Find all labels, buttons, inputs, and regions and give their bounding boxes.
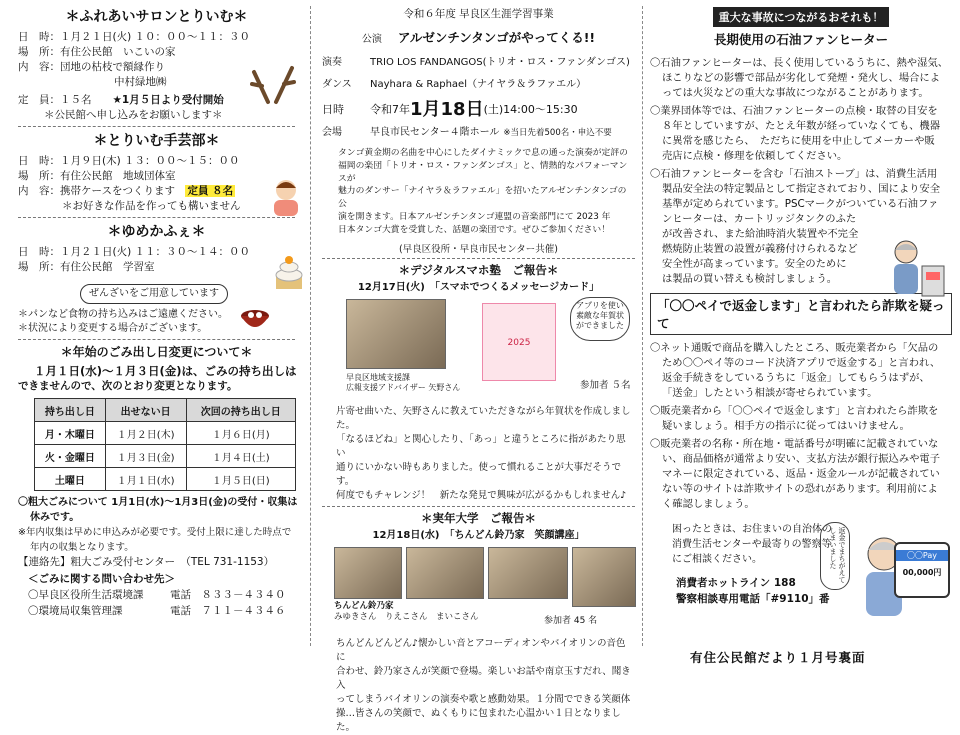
crafts-date: 日 時：１月９日(木) １３：００～１５：００ <box>18 155 240 167</box>
tango-date-post: (土)14:00～15:30 <box>483 103 578 116</box>
garbage-lead2: できませんので、次のとおり変更となります。 <box>18 380 238 392</box>
smartphone-photo <box>346 299 446 369</box>
garbage-large2: 休みです。 <box>30 512 80 523</box>
cafe-note1: ＊パンなど食物の持ち込みはご遠慮ください。 <box>18 309 228 320</box>
column-divider <box>642 6 643 646</box>
tango-venue-row <box>322 125 635 141</box>
smartphone-caption <box>346 373 460 393</box>
hotline: 消費者ホットライン 188 <box>676 577 796 589</box>
table-row <box>35 422 296 445</box>
middle-column <box>314 0 639 733</box>
para-line: マネーに限定されている、返品・返金ルールが記載されてい <box>662 468 940 480</box>
table-header-row <box>35 399 296 422</box>
phone-amount: 00,000円 <box>902 568 942 577</box>
jitsunen-title: ＊実年大学 ご報告＊ <box>421 510 536 525</box>
para-line: 〇石油ファンヒーターは、長く使用しているうちに、熱や湿気、 <box>650 57 948 69</box>
garbage-center: 【連絡先】粗大ごみ受付センター （TEL 731-1153） <box>18 556 275 568</box>
table-row <box>35 445 296 468</box>
oil-p1 <box>650 56 952 101</box>
tango-date-pre: 令和7年 <box>370 103 410 116</box>
para-line: 〇石油ファンヒーターを含む「石油ストーブ」は、消費生活用 <box>650 168 938 180</box>
garbage-note2: 年内の収集となります。 <box>30 542 134 553</box>
cafe-place: 場 所：有住公民館 学習室 <box>18 261 155 273</box>
contact-name: 〇早良区役所生活環境課 <box>28 589 144 601</box>
salon-place: 場 所：有住公民館 いこいの家 <box>18 46 176 58</box>
para-line: ンヒーターは、カートリッジタンクのふた <box>662 213 857 225</box>
body-line: ちんどんどんどん♪懐かしい音とアコーディオンやバイオリンの音色に <box>336 637 626 663</box>
para-line: 返金手続きをしているうちに「返金」してもらうはずが、 <box>662 372 930 384</box>
para-line: 疑いましょう。相手方の指示に従ってはいけません。 <box>662 420 910 432</box>
crafts-note: ＊お好きな作品を作っても構いません <box>62 200 241 212</box>
table-cell: 月・木曜日 <box>35 422 106 445</box>
smartphone-count: 参加者 ５名 <box>580 379 631 391</box>
para-line: ない等のサイトは詐欺サイトの恐れがあります。利用前によ <box>662 483 938 495</box>
pay-title: 「〇〇ペイで返金します」と言われたら詐欺を疑って <box>650 293 952 335</box>
tango-description <box>322 145 635 237</box>
smartphone-date: 12月17日(火) 「スマホでつくるメッセージカード」 <box>357 281 600 293</box>
para-line: っては火災などの重大な事故につながることがあります。 <box>662 87 929 99</box>
body-line: 「なるほどね」と関心したり、「あっ」と違うところに指があたり思い <box>336 433 626 459</box>
contact-row <box>18 603 295 619</box>
para-line: に異常を感じたら、 ただちに使用を中止してメーカーや販 <box>662 135 935 147</box>
oil-p2 <box>650 104 952 164</box>
crafts-content-row <box>18 184 295 199</box>
para-line: にご相談ください。 <box>672 554 762 565</box>
oil-title: 長期使用の石油ファンヒーター <box>713 32 889 47</box>
body-line: ってしまうバイオリンの演奏や歌と感動効果。１分間でできる笑顔体 <box>336 693 631 705</box>
para-line: 困ったときは、お住まいの自治体の <box>672 524 832 535</box>
desc-line: 演を開きます。日本アルゼンチンタンゴ連盟の音楽部門にて 2023 年 <box>338 211 611 222</box>
para-line: い、商品価格が通常より安い、支払方法が銀行振込みや電子 <box>662 453 941 465</box>
para-line: 安全性が高まっています。安全のために <box>662 258 847 270</box>
jitsunen-date: 12月18日(水) 「ちんどん鈴乃家 笑顔講座」 <box>372 529 585 541</box>
table-row <box>35 468 296 491</box>
tango-dance: Nayhara & Raphael（ナイヤラ＆ラファエル） <box>370 79 587 90</box>
tango-dance-row <box>322 77 635 93</box>
tango-title: アルゼンチンタンゴがやってくる!! <box>397 30 596 45</box>
branch-frame-icon <box>248 62 298 106</box>
table-cell: １月６日(月) <box>186 422 295 445</box>
table-cell: １月５日(日) <box>186 468 295 491</box>
jitsunen-photo <box>334 547 402 599</box>
para-line: く確認しましょう。 <box>662 498 755 510</box>
body-line: 片寄せ曲いた、矢野さんに教えていただきながら年賀状を作成しました。 <box>336 405 631 431</box>
para-line: ８年としていますが、たとえ年数が経っていなくても、機器 <box>662 120 941 132</box>
jitsunen-photos <box>322 541 635 637</box>
caption-line: 広報支援アドバイザー 矢野さん <box>346 382 461 392</box>
caption-line: ちんどん鈴乃家 <box>334 600 394 611</box>
mochi-icon <box>272 255 306 293</box>
tango-date-label: 日時 <box>322 103 344 116</box>
para-line: 燃焼防止装置の設置が義務付けられるなど <box>662 243 858 255</box>
tango-date-big: 1月18日 <box>410 99 484 120</box>
phone-screen <box>894 542 950 598</box>
garbage-large1: 〇粗大ごみについて 1月1日(水)～1月3日(金)の受付・収集は <box>18 497 298 508</box>
crafts-title: ＊とりいむ手芸部＊ <box>93 133 220 149</box>
salon-note: ＊公民館へ申し込みをお願いします＊ <box>44 109 223 121</box>
jitsunen-photo <box>572 547 636 607</box>
column-divider <box>310 6 311 646</box>
nengajo-card: 2025 <box>482 303 556 381</box>
crafts-girl-icon <box>266 176 306 218</box>
tango-venue-note: ※当日先着500名・申込不要 <box>503 128 612 138</box>
body-line: 何度でもチャレンジ！ 新たな発見で興味が広がるかもしれません♪ <box>336 489 627 501</box>
tango-dance-label: ダンス <box>322 79 352 90</box>
salon-title: ＊ふれあいサロンとりいむ＊ <box>65 9 248 25</box>
para-line: 消費生活センターや最寄りの警察等 <box>672 539 832 550</box>
table-header: 持ち出し日 <box>35 399 106 422</box>
fraud-bubble: 返金でまちがえてしまいました <box>820 522 850 590</box>
pay-p2 <box>650 404 952 434</box>
salon-deadline: ★1月５日より受付開始 <box>112 94 224 106</box>
salon-date: 日 時：１月２１日(火) １０：００～１１：３０ <box>18 31 251 43</box>
smartphone-body <box>322 405 635 503</box>
garbage-lead: １月１日(水)～１月３日(金)は、ごみの持ち出しは <box>34 364 297 378</box>
body-line: 通りにいかない時もありました。使って慣れることが大事だそうです。 <box>336 461 622 487</box>
phone-fraud-illustration <box>820 520 954 620</box>
desc-line: 日本タンゴ大賞を受賞した、話題の楽団です。ぜひご参加ください！ <box>338 224 611 235</box>
pay-p1 <box>650 341 952 401</box>
contact-name: 〇環境局収集管理課 <box>28 605 123 617</box>
table-header: 次回の持ち出し日 <box>186 399 295 422</box>
para-line: 「送金」したという相談が寄せられています。 <box>662 387 878 399</box>
para-line: ため〇〇ペイ等のコード決済アプリで返金する」と言われ、 <box>662 357 941 369</box>
table-cell: １月４日(土) <box>186 445 295 468</box>
contact-phone: 電話 ８３３－４３４０ <box>170 589 286 601</box>
crafts-place: 場 所：有住公民館 地域団体室 <box>18 170 176 182</box>
phone-pay-label: 〇〇Pay <box>896 550 948 561</box>
para-line: は製品の買い替えも検討しましょう。 <box>662 273 838 285</box>
jitsunen-count: 参加者 45 名 <box>544 615 598 626</box>
crafts-content: 内 容：携帯ケースをつくります <box>18 185 175 197</box>
garbage-title: ＊年始のごみ出し日変更について＊ <box>60 345 253 359</box>
caption-line: みゆきさん りえこさん まいこさん <box>334 611 479 622</box>
desc-line: 魅力のダンサー「ナイヤラ＆ラファエル」を招いたアルゼンチンタンゴの公 <box>338 186 627 210</box>
body-line: 操…皆さんの笑顔で、ぬくもりに包まれた心温かい１日となりました。 <box>336 707 621 733</box>
tango-sponsor: (早良区役所・早良市民センター共催) <box>398 243 559 255</box>
hotline: 警察相談専用電話「#9110」番 <box>676 593 830 605</box>
table-cell: 土曜日 <box>35 468 106 491</box>
para-line: 〇業界団体等では、石油ファンヒーターの点検・取替の目安を <box>650 105 938 117</box>
para-line: 売店に点検・修理を依頼してください。 <box>662 150 848 162</box>
cafe-note2: ＊状況により変更する場合がございます。 <box>18 323 208 334</box>
jitsunen-photo <box>406 547 484 599</box>
para-line: 基準が定められています。PSCマークがついている石油ファ <box>662 198 939 210</box>
tango-title-pre: 公演 <box>361 34 382 45</box>
para-line: ほこりなどの影響で部品が劣化して発煙・発火し、場合によ <box>662 72 941 84</box>
table-cell: １月３日(金) <box>105 445 186 468</box>
footer-title: 有住公民館だより１月号裏面 <box>690 650 866 665</box>
smartphone-bubble: アプリを使い素敵な年賀状ができました <box>570 297 630 341</box>
table-cell: １月１日(水) <box>105 468 186 491</box>
tango-date-row <box>322 99 635 121</box>
para-line: が改善され、また給油時消火装置や不完全 <box>662 228 859 240</box>
table-cell: １月２日(木) <box>105 422 186 445</box>
table-cell: 火・金曜日 <box>35 445 106 468</box>
contact-phone: 電話 ７１１－４３４６ <box>170 605 286 617</box>
body-line: 合わせ、鈴乃家さんが笑顔で登場。楽しいお話や南京玉すだれ、聞き入 <box>336 665 631 691</box>
desc-line: 福岡の楽団「トリオ・ロス・ファンダンゴス」と、情熱的なパフォーマンスが <box>338 160 628 184</box>
jitsunen-body <box>322 637 635 735</box>
jitsunen-photo <box>488 547 568 599</box>
para-line: 製品安全法の特定製品として指定されており、国により安全 <box>662 183 941 195</box>
para-line: 〇販売業者から「〇〇ペイで返金します」と言われたら詐欺を <box>650 405 939 417</box>
tango-perf-row <box>322 55 635 71</box>
salon-capacity: 定 員：１５名 <box>18 94 92 106</box>
contact-row <box>18 587 295 603</box>
tango-venue: 早良市民センター４階ホール <box>370 127 500 138</box>
para-line: 〇販売業者の名称・所在地・電話番号が明確に記載されていな <box>650 438 939 450</box>
cafe-date: 日 時：１月２１日(火) １１：３０～１４：００ <box>18 246 251 258</box>
tango-org: 令和６年度 早良区生涯学習事業 <box>403 8 554 20</box>
tango-venue-label: 会場 <box>322 127 342 138</box>
tango-perf-label: 演奏 <box>322 57 342 68</box>
tango-title-row <box>322 24 635 47</box>
garbage-note1: ※年内収集は早めに申込みが必要です。受付上限に達した時点で <box>18 527 292 538</box>
salon-teacher: 中村緑地㈱ <box>114 76 167 88</box>
heater-man-icon <box>886 236 948 302</box>
oil-banner: 重大な事故につながるおそれも！ <box>713 7 890 27</box>
smartphone-title: ＊デジタルスマホ塾 ご報告＊ <box>398 262 559 277</box>
table-header: 出せない日 <box>105 399 186 422</box>
garbage-contact-title: ＜ごみに関する問い合わせ先＞ <box>28 573 175 585</box>
crafts-capacity: 定員 ８名 <box>187 185 234 197</box>
desc-line: タンゴ黄金期の名曲を中心にしたダイナミックで息の通った演奏が定評の <box>338 148 628 158</box>
tango-perf: TRIO LOS FANDANGOS(トリオ・ロス・ファンダンゴス) <box>370 57 630 68</box>
caption-line: 早良区地域支援課 <box>346 372 410 382</box>
garbage-table <box>34 398 296 491</box>
pay-p3 <box>650 437 952 512</box>
cafe-title: ＊ゆめかふぇ＊ <box>107 224 206 240</box>
jitsunen-caption <box>334 601 479 623</box>
para-line: 〇ネット通販で商品を購入したところ、販売業者から「欠品の <box>650 342 939 354</box>
smartphone-photos <box>322 293 635 405</box>
cafe-zenzai: ぜんざいをご用意しています <box>80 284 228 304</box>
salon-content: 内 容：団地の枯枝で額縁作り <box>18 61 165 73</box>
zenzai-bowl-icon <box>240 304 270 332</box>
